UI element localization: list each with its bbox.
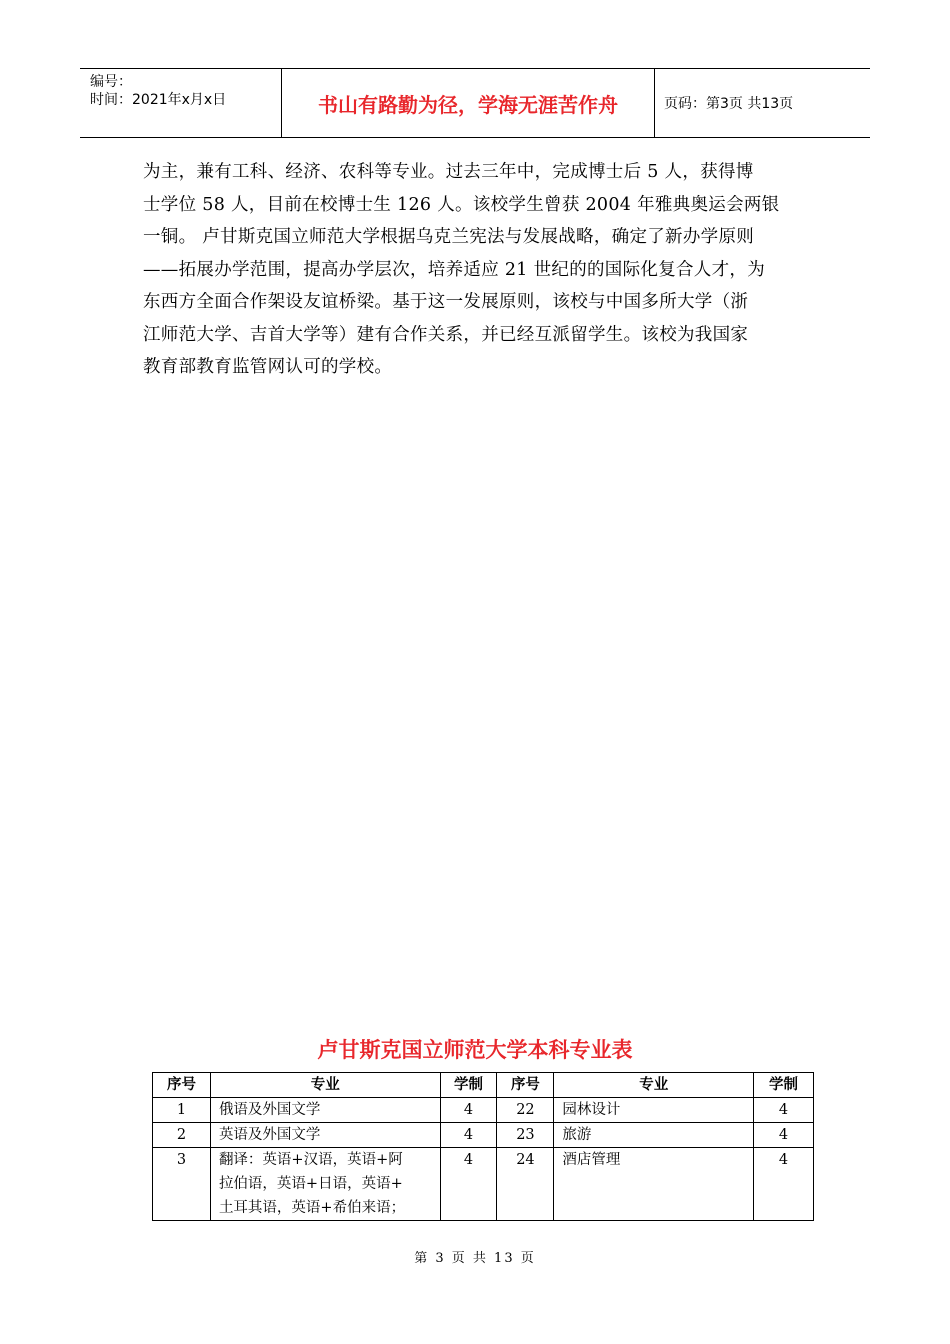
header-meta [80,69,282,137]
body-line: ——拓展办学范围，提高办学层次，培养适应 21 世纪的的国际化复合人才，为 [143,259,765,280]
table-title: 卢甘斯克国立师范大学本科专业表 [317,1038,633,1062]
cell-years: 4 [440,1098,497,1123]
body-line: 为主，兼有工科、经济、农科等专业。过去三年中，完成博士后 5 人，获得博 [143,162,754,182]
col-header-no: 序号 [497,1073,554,1098]
table-row [153,1148,814,1221]
cell-years: 4 [754,1148,814,1221]
cell-years: 4 [440,1123,497,1148]
cell-no: 2 [153,1123,211,1148]
body-line: 东西方全面合作架设友谊桥梁。基于这一发展原则，该校与中国多所大学（浙 [143,292,749,312]
cell-major [210,1148,440,1221]
table-row [153,1098,814,1123]
cell-no: 3 [153,1148,211,1221]
time-label: 时间：2021年x月x日 [90,92,227,108]
number-label: 编号： [90,74,132,90]
col-header-years: 学制 [440,1073,497,1098]
body-line: 江师范大学、吉首大学等）建有合作关系，并已经互派留学生。该校为我国家 [143,324,749,345]
cell-major: 酒店管理 [554,1148,754,1221]
cell-no: 1 [153,1098,211,1123]
majors-table [152,1072,814,1221]
cell-years: 4 [754,1123,814,1148]
cell-major-line: 翻译：英语+汉语，英语+阿 [218,1152,403,1168]
header-motto: 书山有路勤为径，学海无涯苦作舟 [282,69,655,137]
body-paragraph [143,156,813,384]
cell-years: 4 [440,1148,497,1221]
page-footer: 第 3 页 共 13 页 [414,1251,536,1266]
page-header [80,68,870,138]
body-line: 教育部教育监管网认可的学校。 [143,357,393,377]
cell-major: 英语及外国文学 [210,1123,440,1148]
col-header-major: 专业 [554,1073,754,1098]
col-header-major: 专业 [210,1073,440,1098]
cell-major: 旅游 [554,1123,754,1148]
cell-no: 22 [497,1098,554,1123]
cell-major: 俄语及外国文学 [210,1098,440,1123]
table-row [153,1123,814,1148]
body-line: 一铜。 卢甘斯克国立师范大学根据乌克兰宪法与发展战略，确定了新办学原则 [143,227,755,247]
table-header-row [153,1073,814,1098]
cell-major-line: 土耳其语，英语+希伯来语； [218,1200,406,1216]
cell-major-line: 拉伯语，英语+日语，英语+ [218,1176,403,1192]
cell-major: 园林设计 [554,1098,754,1123]
cell-no: 23 [497,1123,554,1148]
col-header-years: 学制 [754,1073,814,1098]
col-header-no: 序号 [153,1073,211,1098]
body-line: 士学位 58 人，目前在校博士生 126 人。该校学生曾获 2004 年雅典奥运会两银 [143,194,780,215]
header-page-label: 页码：第3页 共13页 [664,96,794,112]
cell-years: 4 [754,1098,814,1123]
cell-no: 24 [497,1148,554,1221]
